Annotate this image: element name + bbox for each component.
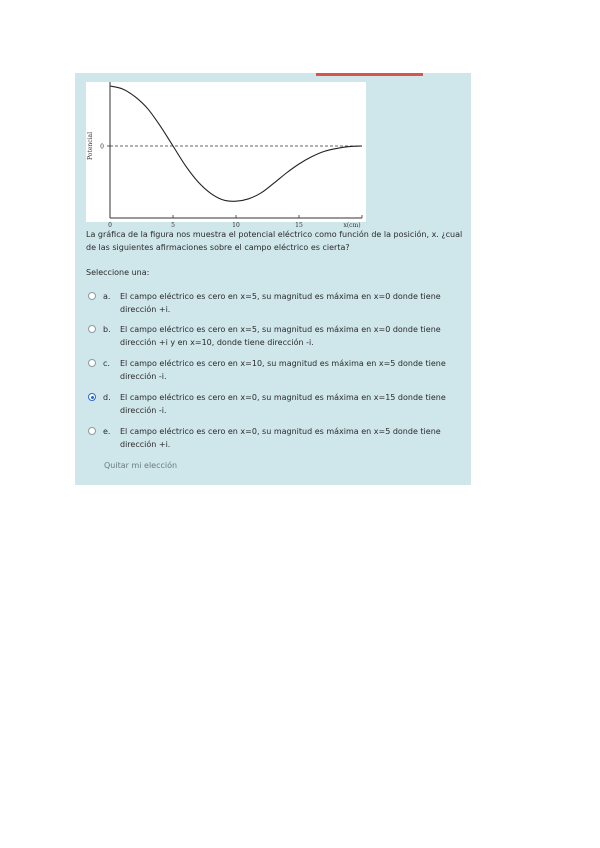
option-e-letter: e. — [103, 427, 111, 436]
option-b-text: El campo eléctrico es cero en x=5, su magnitud es máxima en x=0 donde tiene dirección +i y en x=10, donde tiene dirección -i. — [120, 325, 441, 347]
option-a-text: El campo eléctrico es cero en x=5, su magnitud es máxima en x=0 donde tiene dirección +i. — [120, 292, 441, 314]
option-b-radio[interactable] — [88, 325, 96, 333]
x-tick-label-0: 0 — [108, 222, 112, 229]
option-e-radio[interactable] — [88, 427, 96, 435]
x-tick-label-2: 10 — [232, 222, 240, 229]
x-tick-label-1: 5 — [171, 222, 175, 229]
option-d-radio[interactable] — [88, 393, 96, 401]
option-e-text: El campo eléctrico es cero en x=0, su magnitud es máxima en x=5 donde tiene dirección +i. — [120, 427, 441, 449]
option-c-letter: c. — [103, 359, 110, 368]
question-text: La gráfica de la figura nos muestra el potencial eléctrico como función de la posición, x. ¿cual de las siguientes afirmaciones sobre el campo eléctrico es cierta? — [86, 230, 463, 252]
y-tick-label-0: 0 — [100, 143, 104, 151]
option-c-text: El campo eléctrico es cero en x=10, su magnitud es máxima en x=5 donde tiene dirección -i. — [120, 359, 446, 381]
y-axis-label: Potencial — [87, 131, 94, 161]
option-a-letter: a. — [103, 292, 111, 301]
option-b-letter: b. — [103, 325, 111, 334]
option-d-letter: d. — [103, 393, 111, 402]
x-tick-label-4: x(cm) — [343, 222, 361, 229]
x-tick-label-3: 15 — [295, 222, 303, 229]
option-a-radio[interactable] — [88, 292, 96, 300]
potential-curve — [110, 86, 362, 201]
clear-choice-link[interactable]: Quitar mi elección — [104, 461, 178, 470]
select-prompt: Seleccione una: — [86, 268, 150, 277]
option-d-text: El campo eléctrico es cero en x=0, su magnitud es máxima en x=15 donde tiene dirección -i. — [120, 393, 446, 415]
option-c-radio[interactable] — [88, 359, 96, 367]
